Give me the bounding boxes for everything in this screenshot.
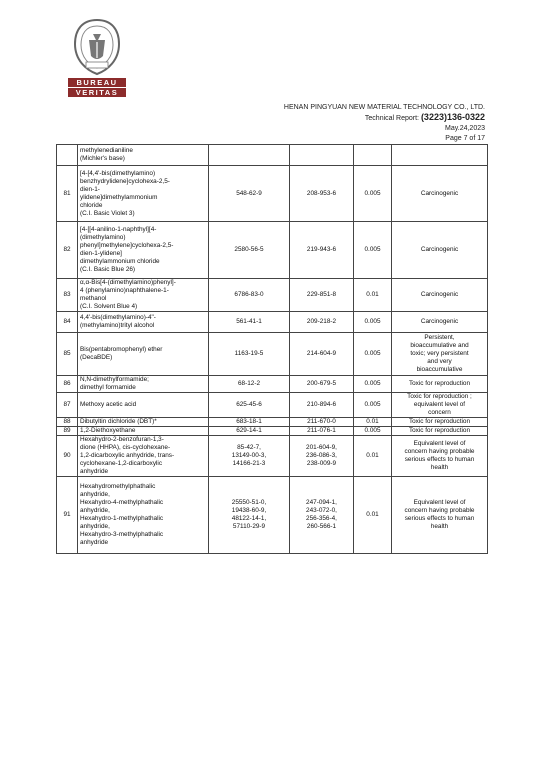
cell-limit: 0.005 <box>354 376 392 393</box>
table-row <box>57 477 488 554</box>
cell-no: 85 <box>57 333 78 376</box>
table-row <box>57 166 488 222</box>
table-row <box>57 222 488 279</box>
seal-icon <box>72 18 122 76</box>
table-row <box>57 279 488 312</box>
cell-cas: 1163-19-5 <box>209 333 290 376</box>
table-row <box>57 436 488 477</box>
cell-ec: 247-094-1, 243-072-0, 256-356-4, 260-566-1 <box>290 477 354 554</box>
cell-reason: Carcinogenic <box>392 222 488 279</box>
cell-reason: Carcinogenic <box>392 166 488 222</box>
table-row <box>57 333 488 376</box>
cell-cas: 25550-51-0, 19438-60-9, 48122-14-1, 57110-29-9 <box>209 477 290 554</box>
cell-limit: 0.01 <box>354 418 392 427</box>
table-row <box>57 312 488 333</box>
table-row <box>57 376 488 393</box>
cell-name: Dibutyltin dichloride (DBT)* <box>78 418 209 427</box>
cell-no: 83 <box>57 279 78 312</box>
cell-name: α,α-Bis[4-(dimethylamino)phenyl]- 4 (phenylamino)naphthalene-1- methanol (C.I. Solvent Blue 4) <box>78 279 209 312</box>
report-label: Technical Report: <box>364 115 421 122</box>
cell-ec: 201-604-9, 236-086-3, 238-009-9 <box>290 436 354 477</box>
report-number: (3223)136-0322 <box>420 112 485 122</box>
cell-cas: 625-45-6 <box>209 393 290 418</box>
cell-limit: 0.005 <box>354 427 392 436</box>
cell-name: 1,2-Diethoxyethane <box>78 427 209 436</box>
cell-reason: Toxic for reproduction ; equivalent level of concern <box>392 393 488 418</box>
cell-reason: Carcinogenic <box>392 279 488 312</box>
cell-ec: 211-076-1 <box>290 427 354 436</box>
cell-cas: 85-42-7, 13149-00-3, 14166-21-3 <box>209 436 290 477</box>
cell-no: 84 <box>57 312 78 333</box>
cell-limit <box>354 145 392 166</box>
cell-reason: Carcinogenic <box>392 312 488 333</box>
cell-no: 87 <box>57 393 78 418</box>
cell-ec: 214-604-9 <box>290 333 354 376</box>
page-number: Page 7 of 17 <box>445 135 485 142</box>
cell-ec: 210-894-6 <box>290 393 354 418</box>
cell-no: 86 <box>57 376 78 393</box>
cell-cas: 561-41-1 <box>209 312 290 333</box>
cell-ec <box>290 145 354 166</box>
cell-cas: 68-12-2 <box>209 376 290 393</box>
cell-limit: 0.01 <box>354 279 392 312</box>
cell-reason: Equivalent level of concern having probable serious effects to human health <box>392 477 488 554</box>
table-row <box>57 427 488 436</box>
company-name: HENAN PINGYUAN NEW MATERIAL TECHNOLOGY CO., LTD. <box>283 104 485 111</box>
table-row <box>57 145 488 166</box>
cell-name: Bis(pentabromophenyl) ether (DecaBDE) <box>78 333 209 376</box>
cell-ec: 229-851-8 <box>290 279 354 312</box>
cell-limit: 0.005 <box>354 333 392 376</box>
cell-ec: 211-670-0 <box>290 418 354 427</box>
cell-reason <box>392 145 488 166</box>
cell-no: 90 <box>57 436 78 477</box>
logo-bar-veritas: VERITAS <box>68 88 126 97</box>
cell-no <box>57 145 78 166</box>
cell-ec: 208-953-6 <box>290 166 354 222</box>
cell-name: Hexahydro-2-benzofuran-1,3- dione (HHPA), cis-cyclohexane- 1,2-dicarboxylic anhydride, trans- cyclohexane-1,2-dicarboxylic anhydride <box>78 436 209 477</box>
cell-limit: 0.01 <box>354 436 392 477</box>
cell-reason: Toxic for reproduction <box>392 418 488 427</box>
bureau-veritas-logo <box>68 18 126 108</box>
cell-cas: 629-14-1 <box>209 427 290 436</box>
report-date: May.24,2023 <box>445 125 485 132</box>
substance-table <box>56 144 488 554</box>
cell-cas: 548-62-9 <box>209 166 290 222</box>
cell-reason: Toxic for reproduction <box>392 376 488 393</box>
report-number-line <box>365 113 485 123</box>
cell-name: Methoxy acetic acid <box>78 393 209 418</box>
cell-name: 4,4'-bis(dimethylamino)-4"- (methylamino)trityl alcohol <box>78 312 209 333</box>
logo-bar-bureau: BUREAU <box>68 78 126 87</box>
cell-limit: 0.005 <box>354 312 392 333</box>
cell-no: 81 <box>57 166 78 222</box>
cell-limit: 0.005 <box>354 222 392 279</box>
cell-limit: 0.01 <box>354 477 392 554</box>
cell-cas: 6786-83-0 <box>209 279 290 312</box>
cell-name: [4-[[4-anilino-1-naphthyl][4- (dimethylamino) phenyl]methylene]cyclohexa-2,5- dien-1-ylidene] dimethylammonium chloride (C.I. Basic Blue 26) <box>78 222 209 279</box>
cell-ec: 219-943-6 <box>290 222 354 279</box>
cell-ec: 200-679-5 <box>290 376 354 393</box>
cell-reason: Persistent, bioaccumulative and toxic; very persistent and very bioaccumulative <box>392 333 488 376</box>
cell-no: 88 <box>57 418 78 427</box>
cell-limit: 0.005 <box>354 393 392 418</box>
cell-reason: Toxic for reproduction <box>392 427 488 436</box>
cell-ec: 209-218-2 <box>290 312 354 333</box>
cell-no: 91 <box>57 477 78 554</box>
cell-name: [4-[4,4'-bis(dimethylamino) benzhydrylidene]cyclohexa-2,5- dien-1- ylidene]dimethylammonium chloride (C.I. Basic Violet 3) <box>78 166 209 222</box>
cell-cas <box>209 145 290 166</box>
cell-limit: 0.005 <box>354 166 392 222</box>
table-row <box>57 393 488 418</box>
cell-cas: 683-18-1 <box>209 418 290 427</box>
cell-name: methylenedianiline (Michler's base) <box>78 145 209 166</box>
cell-name: N,N-dimethylformamide; dimethyl formamide <box>78 376 209 393</box>
cell-cas: 2580-56-5 <box>209 222 290 279</box>
cell-name: Hexahydromethylphathalic anhydride, Hexahydro-4-methylphathalic anhydride, Hexahydro-1-methylphathalic anhydride, Hexahydro-3-methylphathalic anhydride <box>78 477 209 554</box>
cell-no: 82 <box>57 222 78 279</box>
table-row <box>57 418 488 427</box>
cell-no: 89 <box>57 427 78 436</box>
cell-reason: Equivalent level of concern having probable serious effects to human health <box>392 436 488 477</box>
